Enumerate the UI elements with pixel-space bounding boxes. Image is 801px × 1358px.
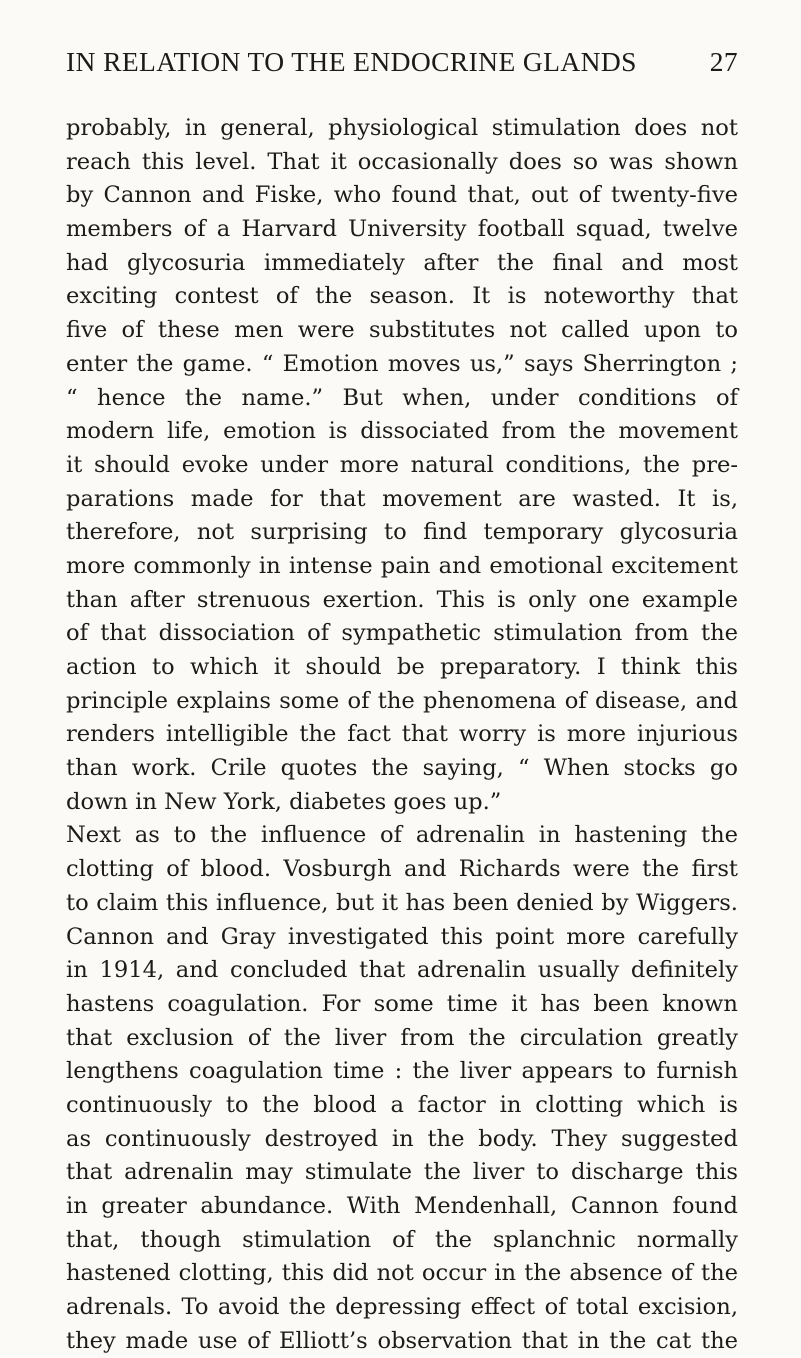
text-line: Cannon and Gray investigated this point more carefully bbox=[66, 923, 738, 950]
text-line: hastened clotting, this did not occur in the absence of the bbox=[66, 1260, 738, 1287]
text-line: clotting of blood. Vosburgh and Richards were the first bbox=[66, 856, 738, 883]
text-line: more commonly in intense pain and emotional excitement bbox=[66, 552, 738, 579]
text-line: modern life, emotion is dissociated from the movement bbox=[66, 418, 738, 445]
text-line: principle explains some of the phenomena of disease, and bbox=[66, 687, 738, 714]
text-line: they made use of Elliott’s observation that in the cat the bbox=[66, 1327, 738, 1354]
text-line: as continuously destroyed in the body. They suggested bbox=[66, 1125, 738, 1152]
text-line: lengthens coagulation time : the liver appears to furnish bbox=[66, 1058, 738, 1085]
text-line: by Cannon and Fiske, who found that, out of twenty-five bbox=[66, 182, 738, 209]
text-line: action to which it should be preparatory. I think this bbox=[66, 654, 738, 680]
running-title: IN RELATION TO THE ENDOCRINE GLANDS bbox=[66, 46, 637, 77]
text-line: enter the game. “ Emotion moves us,” says Sherrington ; bbox=[66, 350, 738, 377]
text-line: to claim this influence, but it has been denied by Wiggers. bbox=[66, 889, 738, 916]
text-line: exciting contest of the season. It is noteworthy that bbox=[66, 283, 738, 310]
text-line: hastens coagulation. For some time it has been known bbox=[66, 990, 738, 1017]
text-line: that exclusion of the liver from the circulation greatly bbox=[66, 1024, 738, 1051]
text-line: renders intelligible the fact that worry is more injurious bbox=[66, 721, 738, 748]
text-line: probably, in general, physiological stimulation does not bbox=[66, 115, 738, 141]
text-line: had glycosuria immediately after the final and most bbox=[66, 249, 738, 276]
paragraph-end-line: down in New York, diabetes goes up.” bbox=[66, 788, 502, 815]
text-line: in 1914, and concluded that adrenalin usually definitely bbox=[66, 957, 738, 984]
text-line: continuously to the blood a factor in clotting which is bbox=[66, 1091, 738, 1118]
text-line: adrenals. To avoid the depressing effect of total excision, bbox=[66, 1294, 738, 1321]
text-line: it should evoke under more natural conditions, the pre- bbox=[66, 451, 738, 478]
text-line: members of a Harvard University football squad, twelve bbox=[66, 216, 738, 243]
text-line: that, though stimulation of the splanchnic normally bbox=[66, 1226, 738, 1253]
running-header bbox=[66, 44, 738, 80]
text-line: in greater abundance. With Mendenhall, Cannon found bbox=[66, 1193, 738, 1219]
text-line: than work. Crile quotes the saying, “ When stocks go bbox=[66, 755, 738, 782]
body-text bbox=[66, 112, 738, 1358]
text-line: reach this level. That it occasionally does so was shown bbox=[66, 148, 738, 175]
text-line: that adrenalin may stimulate the liver to discharge this bbox=[66, 1159, 738, 1186]
text-line: five of these men were substitutes not called upon to bbox=[66, 317, 738, 344]
text-line: parations made for that movement are wasted. It is, bbox=[66, 485, 738, 512]
text-line: therefore, not surprising to find temporary glycosuria bbox=[66, 519, 738, 546]
page-number: 27 bbox=[709, 46, 738, 77]
text-line: of that dissociation of sympathetic stimulation from the bbox=[66, 620, 738, 647]
paragraph-start-line: Next as to the influence of adrenalin in hastening the bbox=[66, 822, 738, 849]
text-line: “ hence the name.” But when, under conditions of bbox=[66, 384, 738, 411]
text-line: than after strenuous exertion. This is only one example bbox=[66, 586, 738, 613]
